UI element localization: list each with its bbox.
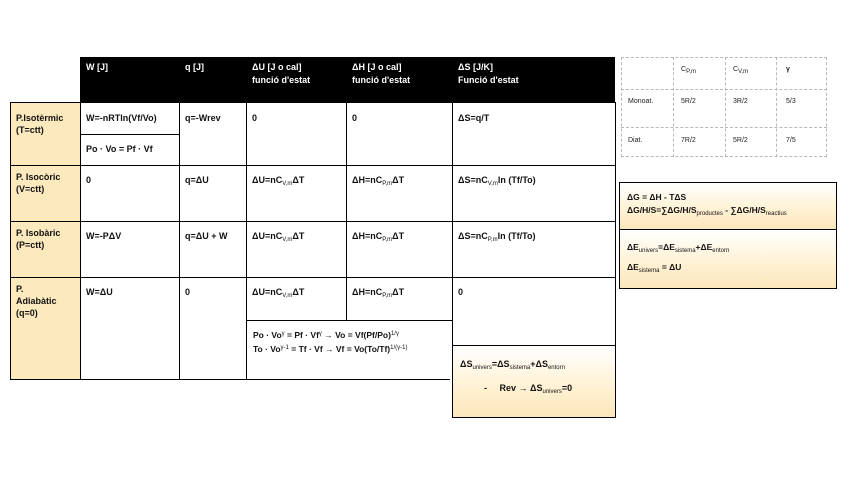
gibbs-sum: $\Delta G/H/S=\sum\Delta G/H/S_{productes} - \sum\Delta G/H/S_{reactius}$ <box>627 205 787 217</box>
adiabatic-relations <box>246 321 452 363</box>
row-label-line: P. Isocòric <box>16 172 61 182</box>
cell-isobaric-ds: $\Delta S=nC_{P,m}\ln$ (Tf/To) <box>458 231 536 243</box>
header-q <box>179 57 246 102</box>
header-du <box>246 57 346 102</box>
cell-isothermal-ds: ΔS=q/T <box>458 113 490 123</box>
cell-adiabatic-dh: $\Delta H=nC_{P,m}\Delta T$ <box>352 287 405 299</box>
row-label-line: P.Isotèrmic <box>16 113 64 123</box>
header-du-label: ΔU [J o cal] <box>252 62 302 72</box>
cell-isochoric-q: q=ΔU <box>185 175 209 185</box>
cell-isobaric-dh: $\Delta H=nC_{P,m}\Delta T$ <box>352 231 405 243</box>
gibbs-equation: ΔG = ΔH - TΔS <box>627 192 687 202</box>
cp-header: $C_{P,m}$ <box>681 66 696 75</box>
cell-isothermal-dh: 0 <box>352 113 358 123</box>
cell-isochoric-ds: $\Delta S=nC_{V,m}\ln$ (Tf/To) <box>458 175 536 187</box>
header-q-label: q [J] <box>185 62 204 72</box>
cell-isochoric-du: $\Delta U=nC_{V,m}\Delta T$ <box>252 175 305 187</box>
cell-isobaric-q: q=ΔU + W <box>185 231 228 241</box>
monoatomic-gamma: 5/3 <box>786 98 796 105</box>
row-label-line: P. Isobàric <box>16 228 61 238</box>
gibbs-box <box>619 182 837 230</box>
row-label-line: (T=ctt) <box>16 125 44 135</box>
cell-adiabatic-du: $\Delta U=nC_{V,m}\Delta T$ <box>252 287 305 299</box>
row-label-line: (P=ctt) <box>16 240 45 250</box>
gamma-header: γ <box>786 66 790 73</box>
row-label-line: P. <box>16 284 24 294</box>
row-label-isochoric <box>10 165 80 221</box>
diatomic-gamma: 7/5 <box>786 137 796 144</box>
header-ds <box>452 57 615 102</box>
adiabatic-relation-pv: $Po \cdot Vo^\gamma = Pf \cdot Vf^\gamma \to Vo = Vf(Pf/Po)^{1/\gamma}$ <box>253 330 399 340</box>
row-label-line: (q=0) <box>16 308 38 318</box>
energy-universe-sum: $\Delta E_{univers}=\Delta E_{sistema}+\Delta E_{entorn}$ <box>627 242 730 254</box>
header-dh-label: ΔH [J o cal] <box>352 62 402 72</box>
cv-header: $C_{V,m}$ <box>733 66 749 75</box>
header-dh-sub: funció d'estat <box>352 75 411 85</box>
cell-adiabatic-w: W=ΔU <box>86 287 113 297</box>
row-label-isobaric <box>10 221 80 277</box>
header-du-sub: funció d'estat <box>252 75 311 85</box>
header-w-label: W [J] <box>86 62 108 72</box>
cell-isothermal-du: 0 <box>252 113 258 123</box>
cell-isobaric-du: $\Delta U=nC_{V,m}\Delta T$ <box>252 231 305 243</box>
row-label-line: (V=ctt) <box>16 184 45 194</box>
cell-isothermal-q: q=-Wrev <box>185 113 221 123</box>
monoatomic-cp: 5R/2 <box>681 98 696 105</box>
cell-isochoric-w: 0 <box>86 175 92 185</box>
row-label-isothermal <box>10 102 80 165</box>
cell-adiabatic-ds: 0 <box>458 287 464 297</box>
diatomic-label: Diat. <box>628 137 643 144</box>
cell-isobaric-w: W=-PΔV <box>86 231 122 241</box>
diatomic-cv: 5R/2 <box>733 137 748 144</box>
row-label-line: Adiabàtic <box>16 296 57 306</box>
cell-isochoric-dh: $\Delta H=nC_{P,m}\Delta T$ <box>352 175 405 187</box>
diatomic-cp: 7R/2 <box>681 137 696 144</box>
entropy-universe-box <box>452 345 616 418</box>
entropy-reversible: - Rev → $\Delta S_{univers}=0$ <box>484 383 573 395</box>
cell-adiabatic-q: 0 <box>185 287 191 297</box>
energy-box <box>619 229 837 289</box>
header-dh <box>346 57 452 102</box>
monoatomic-cv: 3R/2 <box>733 98 748 105</box>
energy-system: $\Delta E_{sistema} = \Delta U$ <box>627 262 682 274</box>
header-ds-label: ΔS [J/K] <box>458 62 493 72</box>
cell-isothermal-w: W=-nRTln(Vf/Vo) <box>86 113 157 123</box>
header-ds-sub: Funció d'estat <box>458 75 519 85</box>
cell-isothermal-w-relation: Po · Vo = Pf · Vf <box>86 144 153 154</box>
row-label-adiabatic <box>10 277 80 379</box>
monoatomic-label: Monoat. <box>628 98 654 105</box>
adiabatic-relation-tv: $To \cdot Vo^{\gamma-1} = Tf \cdot Vf \to Vf = Vo(To/Tf)^{1/(\gamma-1)}$ <box>253 344 408 354</box>
header-w <box>80 57 179 102</box>
entropy-universe-sum: $\Delta S_{univers}=\Delta S_{sistema}+\Delta S_{entorn}$ <box>460 359 565 371</box>
